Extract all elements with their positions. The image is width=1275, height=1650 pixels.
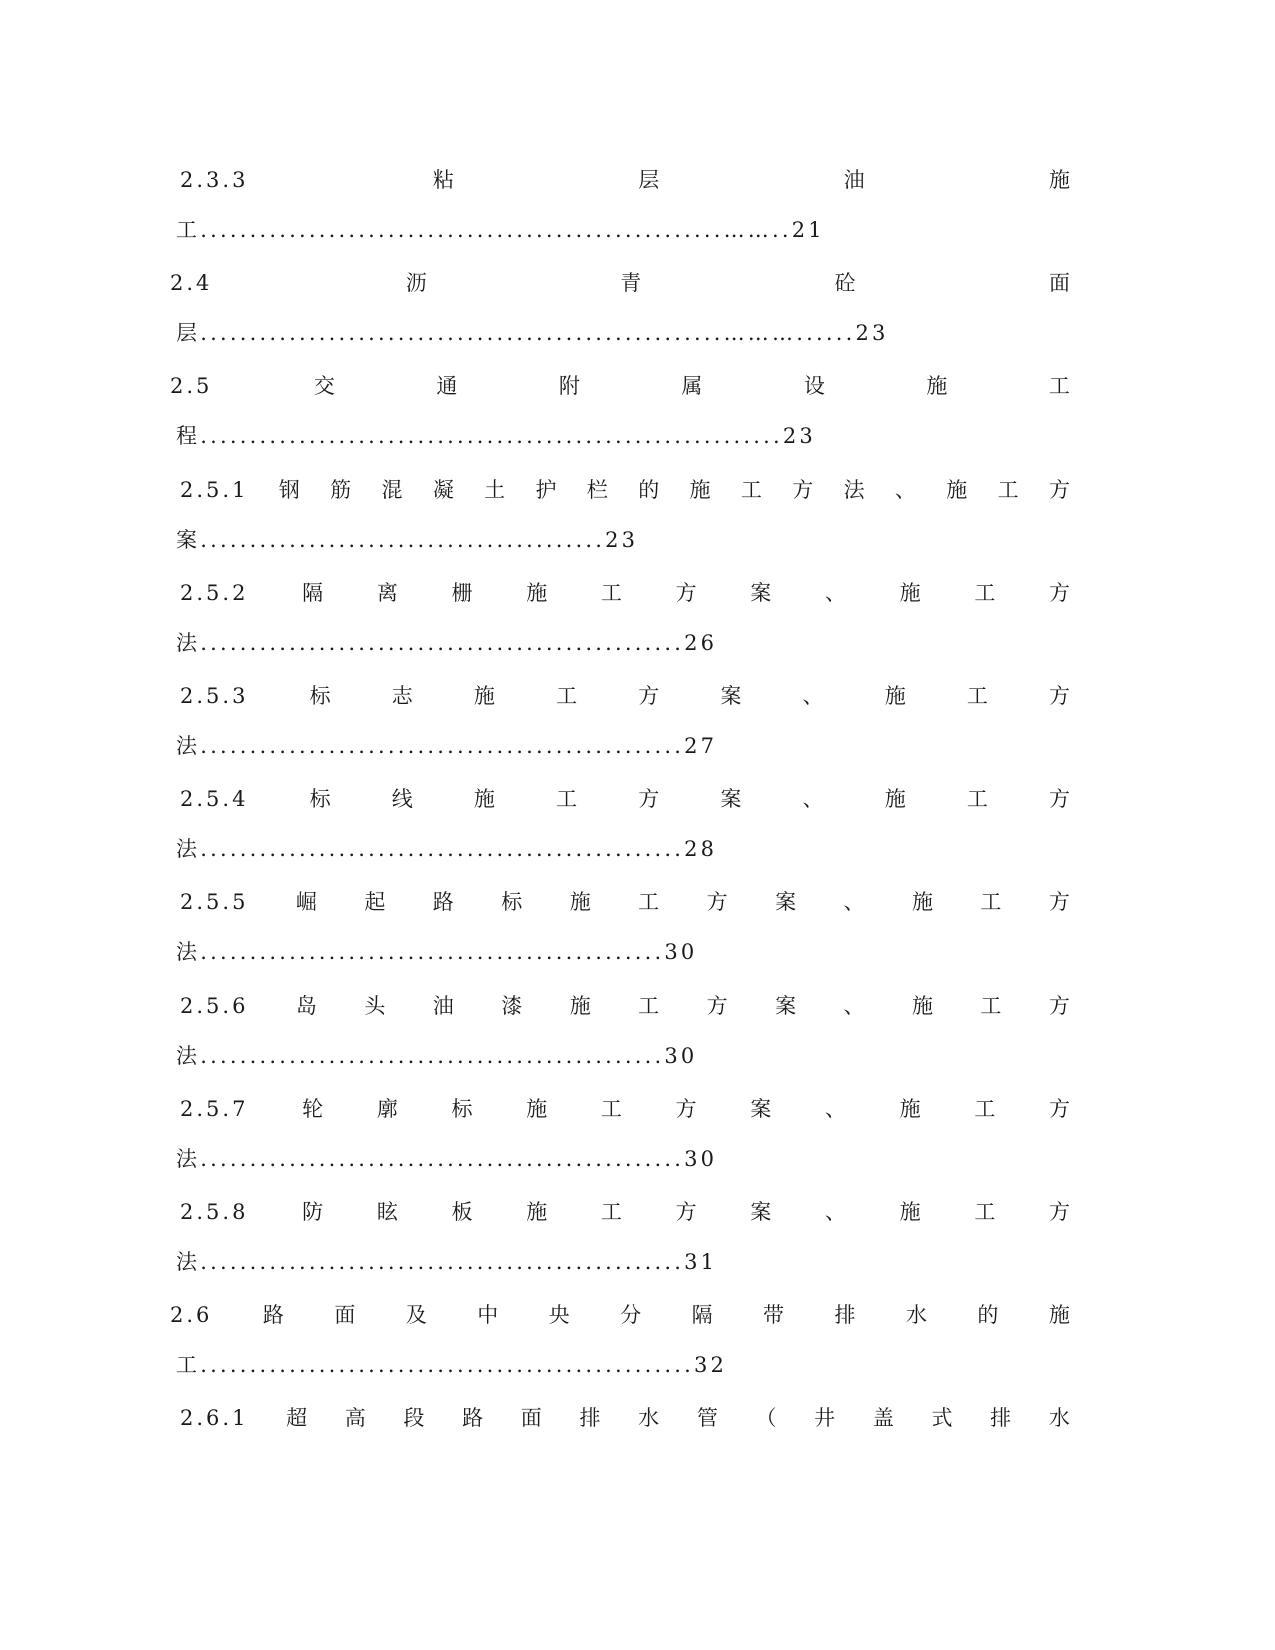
toc-title-char: 路 xyxy=(432,890,454,915)
toc-section-number: 2.3.3 xyxy=(180,168,249,192)
toc-title-char: 路 xyxy=(262,1303,284,1328)
toc-title-char: 工 xyxy=(997,477,1019,502)
toc-title-char: 工 xyxy=(600,1096,622,1121)
toc-title-char: 防 xyxy=(302,1200,324,1224)
toc-title-char: 工 xyxy=(980,890,1002,915)
toc-section-number: 2.5.3 xyxy=(180,684,249,708)
toc-title-char: 水 xyxy=(905,1303,927,1328)
toc-title-char: 盖 xyxy=(872,1406,894,1431)
toc-title-char: 工 xyxy=(1048,374,1070,399)
toc-section-number: 2.6.1 xyxy=(180,1406,249,1431)
toc-title-char: 通 xyxy=(436,374,458,399)
toc-entry-leader-line xyxy=(0,1036,1275,1076)
toc-title-char: 凝 xyxy=(432,477,454,502)
toc-entry-heading xyxy=(0,882,1275,922)
toc-title-char: 案 xyxy=(750,1200,772,1224)
toc-title-char: 砼 xyxy=(834,271,856,296)
toc-title-char: 交 xyxy=(313,374,335,399)
toc-leader-and-page: 法.................................................31 xyxy=(176,1250,718,1274)
toc-title-char: 工 xyxy=(600,1200,622,1224)
toc-title-char: 工 xyxy=(556,684,578,708)
toc-entry-heading xyxy=(0,1398,1275,1438)
toc-title-char: 的 xyxy=(638,477,660,502)
toc-title-char: 属 xyxy=(681,374,703,399)
toc-title-char: 线 xyxy=(391,787,413,812)
toc-title-char: 方 xyxy=(1049,1200,1070,1224)
toc-title-char: 施 xyxy=(526,1096,548,1121)
toc-title-char: 方 xyxy=(706,993,728,1018)
toc-leader-and-page: 案.........................................23 xyxy=(176,527,639,552)
toc-title-char: 栏 xyxy=(586,477,608,502)
toc-title-char: 施 xyxy=(946,477,968,502)
toc-title-char: （ xyxy=(755,1406,777,1431)
toc-title-char: 筋 xyxy=(330,477,352,502)
toc-title-char: 案 xyxy=(775,890,797,915)
toc-title-char: 方 xyxy=(1049,1096,1070,1121)
toc-leader-and-page: 法.................................................30 xyxy=(176,1146,718,1171)
toc-title-char: 施 xyxy=(569,890,591,915)
toc-title-char: 工 xyxy=(974,1200,996,1224)
toc-section-number: 2.5.1 xyxy=(180,477,249,502)
toc-title-char: 标 xyxy=(309,787,331,812)
toc-title-char: 、 xyxy=(843,993,865,1018)
toc-section-number: 2.5.2 xyxy=(180,580,249,605)
toc-title-char: 施 xyxy=(911,993,933,1018)
toc-title-char: 工 xyxy=(980,993,1002,1018)
toc-section-number: 2.5.7 xyxy=(180,1096,249,1121)
toc-title-char: 粘 xyxy=(432,168,454,192)
toc-title-char: 起 xyxy=(364,890,386,915)
toc-entry-leader-line xyxy=(0,932,1275,972)
toc-title-char: 工 xyxy=(556,787,578,812)
toc-leader-and-page: 法.................................................26 xyxy=(176,630,718,655)
toc-leader-and-page: 程...........................................................23 xyxy=(176,424,816,449)
toc-title-char: 面 xyxy=(520,1406,542,1431)
toc-title-char: 附 xyxy=(558,374,580,399)
toc-entry-heading xyxy=(0,986,1275,1026)
toc-title-char: 超 xyxy=(286,1406,308,1431)
toc-title-char: 方 xyxy=(1049,684,1070,708)
toc-title-char: 、 xyxy=(824,580,846,605)
toc-title-char: 面 xyxy=(1048,271,1070,296)
toc-title-char: 设 xyxy=(803,374,825,399)
toc-entry-heading xyxy=(0,1192,1275,1232)
toc-title-char: 排 xyxy=(990,1406,1012,1431)
toc-title-char: 路 xyxy=(462,1406,484,1431)
toc-title-char: 水 xyxy=(1048,1406,1070,1431)
toc-entry-leader-line xyxy=(0,1242,1275,1282)
toc-title-char: 油 xyxy=(843,168,865,192)
toc-title-char: 志 xyxy=(391,684,413,708)
toc-entry-leader-line xyxy=(0,1345,1275,1385)
toc-title-char: 眩 xyxy=(376,1200,398,1224)
toc-title-char: 标 xyxy=(309,684,331,708)
toc-title-char: 轮 xyxy=(302,1096,324,1121)
toc-title-char: 钢 xyxy=(278,477,300,502)
toc-title-char: 施 xyxy=(526,1200,548,1224)
toc-title-char: 分 xyxy=(620,1303,642,1328)
toc-entry-heading xyxy=(0,676,1275,716)
toc-entry-leader-line xyxy=(0,210,1275,250)
toc-title-char: 方 xyxy=(1048,993,1070,1018)
toc-title-char: 方 xyxy=(706,890,728,915)
toc-title-char: 施 xyxy=(926,374,948,399)
toc-title-char: 工 xyxy=(740,477,762,502)
toc-section-number: 2.5.6 xyxy=(180,993,249,1018)
toc-title-char: 施 xyxy=(473,787,495,812)
toc-title-char: 施 xyxy=(526,580,548,605)
toc-entry-leader-line xyxy=(0,726,1275,766)
toc-title-char: 及 xyxy=(405,1303,427,1328)
toc-title-char: 、 xyxy=(843,890,865,915)
toc-title-char: 水 xyxy=(638,1406,660,1431)
toc-leader-and-page: 法.................................................27 xyxy=(176,734,718,758)
toc-title-char: 高 xyxy=(344,1406,366,1431)
toc-title-char: 式 xyxy=(931,1406,953,1431)
toc-entry-leader-line xyxy=(0,829,1275,869)
toc-title-char: 方 xyxy=(638,684,660,708)
toc-title-char: 施 xyxy=(689,477,711,502)
toc-title-char: 工 xyxy=(600,580,622,605)
toc-title-char: 方 xyxy=(1048,890,1070,915)
toc-title-char: 方 xyxy=(792,477,814,502)
toc-leader-and-page: 法...............................................30 xyxy=(176,1043,698,1068)
toc-title-char: 施 xyxy=(1049,168,1070,192)
toc-leader-and-page: 工.....................................................……..21 xyxy=(176,218,825,242)
toc-title-char: 工 xyxy=(966,684,988,708)
toc-title-char: 岛 xyxy=(295,993,317,1018)
toc-title-char: 方 xyxy=(675,1200,697,1224)
toc-title-char: 案 xyxy=(775,993,797,1018)
toc-title-char: 标 xyxy=(501,890,523,915)
toc-title-char: 井 xyxy=(814,1406,836,1431)
toc-section-number: 2.5.4 xyxy=(180,787,249,812)
toc-title-char: 土 xyxy=(484,477,506,502)
toc-title-char: 施 xyxy=(884,787,906,812)
toc-title-char: 施 xyxy=(899,1200,921,1224)
toc-leader-and-page: 法.................................................28 xyxy=(176,837,718,862)
toc-title-char: 、 xyxy=(824,1096,846,1121)
toc-leader-and-page: 工..................................................32 xyxy=(176,1353,728,1378)
toc-section-number: 2.5 xyxy=(170,374,213,399)
toc-title-char: 方 xyxy=(675,580,697,605)
toc-title-char: 段 xyxy=(403,1406,425,1431)
toc-title-char: 施 xyxy=(911,890,933,915)
toc-title-char: 层 xyxy=(638,168,660,192)
toc-entry-heading xyxy=(0,1295,1275,1335)
toc-title-char: 工 xyxy=(966,787,988,812)
toc-entry-leader-line xyxy=(0,520,1275,560)
toc-title-char: 方 xyxy=(1048,477,1070,502)
toc-title-char: 施 xyxy=(899,580,921,605)
toc-entry-leader-line xyxy=(0,416,1275,456)
toc-title-char: 面 xyxy=(334,1303,356,1328)
toc-title-char: 管 xyxy=(696,1406,718,1431)
toc-title-char: 方 xyxy=(675,1096,697,1121)
toc-entry-heading xyxy=(0,263,1275,303)
toc-entry-leader-line xyxy=(0,623,1275,663)
toc-title-char: 案 xyxy=(720,787,742,812)
toc-title-char: 护 xyxy=(535,477,557,502)
toc-title-char: 混 xyxy=(381,477,403,502)
toc-entry-leader-line xyxy=(0,313,1275,353)
toc-title-char: 施 xyxy=(884,684,906,708)
toc-title-char: 青 xyxy=(620,271,642,296)
toc-title-char: 、 xyxy=(824,1200,846,1224)
toc-title-char: 油 xyxy=(432,993,454,1018)
toc-title-char: 施 xyxy=(899,1096,921,1121)
toc-title-char: 隔 xyxy=(691,1303,713,1328)
toc-title-char: 案 xyxy=(750,580,772,605)
toc-title-char: 施 xyxy=(473,684,495,708)
toc-leader-and-page: 法...............................................30 xyxy=(176,940,698,965)
toc-title-char: 案 xyxy=(720,684,742,708)
toc-leader-and-page: 层.....................................................………......23 xyxy=(176,321,889,346)
toc-entry-heading xyxy=(0,573,1275,613)
toc-section-number: 2.6 xyxy=(170,1303,213,1328)
toc-title-char: 、 xyxy=(802,787,824,812)
toc-title-char: 施 xyxy=(1048,1303,1070,1328)
toc-entry-heading xyxy=(0,1089,1275,1129)
toc-section-number: 2.4 xyxy=(170,271,213,296)
toc-title-char: 方 xyxy=(1049,580,1070,605)
toc-title-char: 栅 xyxy=(451,580,473,605)
toc-title-char: 廓 xyxy=(376,1096,398,1121)
toc-title-char: 崛 xyxy=(295,890,317,915)
toc-title-char: 方 xyxy=(638,787,660,812)
toc-title-char: 沥 xyxy=(405,271,427,296)
toc-title-char: 的 xyxy=(977,1303,999,1328)
toc-title-char: 中 xyxy=(477,1303,499,1328)
toc-title-char: 标 xyxy=(451,1096,473,1121)
toc-title-char: 方 xyxy=(1049,787,1070,812)
toc-entry-leader-line xyxy=(0,1139,1275,1179)
toc-entry-heading xyxy=(0,470,1275,510)
toc-title-char: 头 xyxy=(364,993,386,1018)
toc-title-char: 、 xyxy=(802,684,824,708)
toc-title-char: 隔 xyxy=(302,580,324,605)
toc-title-char: 板 xyxy=(451,1200,473,1224)
toc-title-char: 工 xyxy=(638,993,660,1018)
toc-title-char: 法 xyxy=(843,477,865,502)
toc-entry-heading xyxy=(0,160,1275,200)
toc-title-char: 、 xyxy=(894,477,916,502)
toc-section-number: 2.5.8 xyxy=(180,1200,249,1224)
toc-entry-heading xyxy=(0,779,1275,819)
toc-title-char: 工 xyxy=(638,890,660,915)
toc-title-char: 工 xyxy=(974,1096,996,1121)
toc-title-char: 施 xyxy=(569,993,591,1018)
toc-title-char: 漆 xyxy=(501,993,523,1018)
toc-entry-heading xyxy=(0,366,1275,406)
toc-section-number: 2.5.5 xyxy=(180,890,249,915)
toc-title-char: 工 xyxy=(974,580,996,605)
toc-title-char: 排 xyxy=(579,1406,601,1431)
toc-title-char: 案 xyxy=(750,1096,772,1121)
toc-title-char: 央 xyxy=(548,1303,570,1328)
toc-title-char: 离 xyxy=(376,580,398,605)
toc-title-char: 排 xyxy=(834,1303,856,1328)
toc-title-char: 带 xyxy=(763,1303,785,1328)
